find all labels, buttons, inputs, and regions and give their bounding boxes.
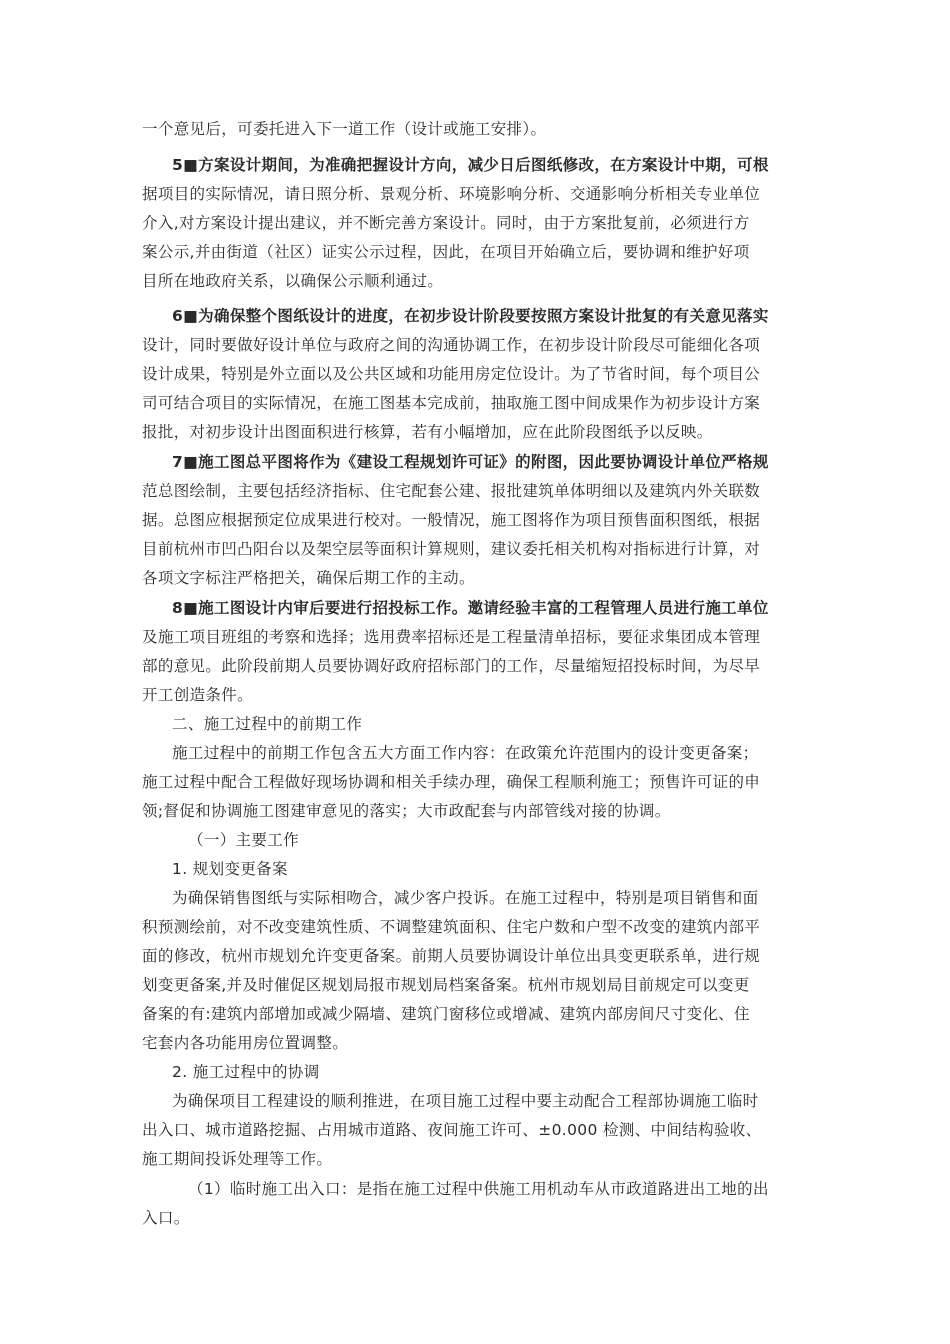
item-heading: 1. 规划变更备案 bbox=[172, 860, 288, 878]
text-line: 一个意见后，可委托进入下一道工作（设计或施工安排）。 bbox=[142, 120, 547, 138]
text-line: 宅套内各功能用房位置调整。 bbox=[142, 1034, 349, 1052]
text-line: 目所在地政府关系，以确保公示顺利通过。 bbox=[142, 272, 444, 290]
text-line: 各项文字标注严格把关，确保后期工作的主动。 bbox=[142, 569, 475, 587]
text-line: 及施工项目班组的考察和选择；选用费率招标还是工程量清单招标，要征求集团成本管理 bbox=[142, 628, 761, 646]
text-line: 入口。 bbox=[142, 1209, 190, 1227]
text-line: 部的意见。此阶段前期人员要协调好政府招标部门的工作，尽量缩短招投标时间，为尽早 bbox=[142, 657, 761, 675]
text-line: 7■施工图总平图将作为《建设工程规划许可证》的附图，因此要协调设计单位严格规 bbox=[172, 453, 769, 471]
text-line: 6■为确保整个图纸设计的进度，在初步设计阶段要按照方案设计批复的有关意见落实 bbox=[172, 307, 769, 325]
text-line: 8■施工图设计内审后要进行招投标工作。邀请经验丰富的工程管理人员进行施工单位 bbox=[172, 599, 769, 617]
text-line: 为确保项目工程建设的顺利推进，在项目施工过程中要主动配合工程部协调施工临时 bbox=[172, 1092, 759, 1110]
text-line: （1）临时施工出入口：是指在施工过程中供施工用机动车从市政道路进出工地的出 bbox=[188, 1180, 769, 1198]
text-line: 施工过程中的前期工作包含五大方面工作内容：在政策允许范围内的设计变更备案； bbox=[172, 744, 759, 762]
text-line: 案公示,并由街道（社区）证实公示过程，因此，在项目开始确立后，要协调和维护好项 bbox=[142, 243, 750, 261]
text-line: 出入口、城市道路挖掘、占用城市道路、夜间施工许可、±0.000 检测、中间结构验收、 bbox=[142, 1121, 762, 1139]
text-line: 划变更备案,并及时催促区规划局报市规划局档案备案。杭州市规划局目前规定可以变更 bbox=[142, 976, 750, 994]
text-line: 施工期间投诉处理等工作。 bbox=[142, 1150, 333, 1168]
text-line: 设计，同时要做好设计单位与政府之间的沟通协调工作，在初步设计阶段尽可能细化各项 bbox=[142, 336, 761, 354]
text-line: 5■方案设计期间，为准确把握设计方向，减少日后图纸修改，在方案设计中期，可根 bbox=[172, 156, 769, 174]
text-line: 目前杭州市凹凸阳台以及架空层等面积计算规则，建议委托相关机构对指标进行计算，对 bbox=[142, 540, 761, 558]
text-line: 司可结合项目的实际情况，在施工图基本完成前，抽取施工图中间成果作为初步设计方案 bbox=[142, 394, 761, 412]
text-line: 施工过程中配合工程做好现场协调和相关手续办理，确保工程顺利施工；预售许可证的申 bbox=[142, 773, 761, 791]
text-line: 据。总图应根据预定位成果进行校对。一般情况，施工图将作为项目预售面积图纸，根据 bbox=[142, 511, 761, 529]
item-heading: 2. 施工过程中的协调 bbox=[172, 1063, 320, 1081]
text-line: 介入,对方案设计提出建议，并不断完善方案设计。同时，由于方案批复前，必须进行方 bbox=[142, 214, 750, 232]
text-line: 积预测绘前，对不改变建筑性质、不调整建筑面积、住宅户数和户型不改变的建筑内部平 bbox=[142, 918, 761, 936]
text-line: 开工创造条件。 bbox=[142, 686, 253, 704]
text-line: 面的修改，杭州市规划允许变更备案。前期人员要协调设计单位出具变更联系单，进行规 bbox=[142, 947, 761, 965]
text-line: 范总图绘制，主要包括经济指标、住宅配套公建、报批建筑单体明细以及建筑内外关联数 bbox=[142, 482, 761, 500]
text-line: 备案的有:建筑内部增加或减少隔墙、建筑门窗移位或增减、建筑内部房间尺寸变化、住 bbox=[142, 1005, 750, 1023]
text-line: 据项目的实际情况，请日照分析、景观分析、环境影响分析、交通影响分析相关专业单位 bbox=[142, 185, 761, 203]
text-line: 为确保销售图纸与实际相吻合，减少客户投诉。在施工过程中，特别是项目销售和面 bbox=[172, 889, 759, 907]
text-line: 设计成果，特别是外立面以及公共区域和功能用房定位设计。为了节省时间，每个项目公 bbox=[142, 365, 761, 383]
subsection-heading: （一）主要工作 bbox=[188, 831, 299, 849]
text-line: 报批，对初步设计出图面积进行核算，若有小幅增加，应在此阶段图纸予以反映。 bbox=[142, 423, 713, 441]
section-heading: 二、施工过程中的前期工作 bbox=[172, 715, 363, 733]
text-line: 领;督促和协调施工图建审意见的落实；大市政配套与内部管线对接的协调。 bbox=[142, 802, 671, 820]
